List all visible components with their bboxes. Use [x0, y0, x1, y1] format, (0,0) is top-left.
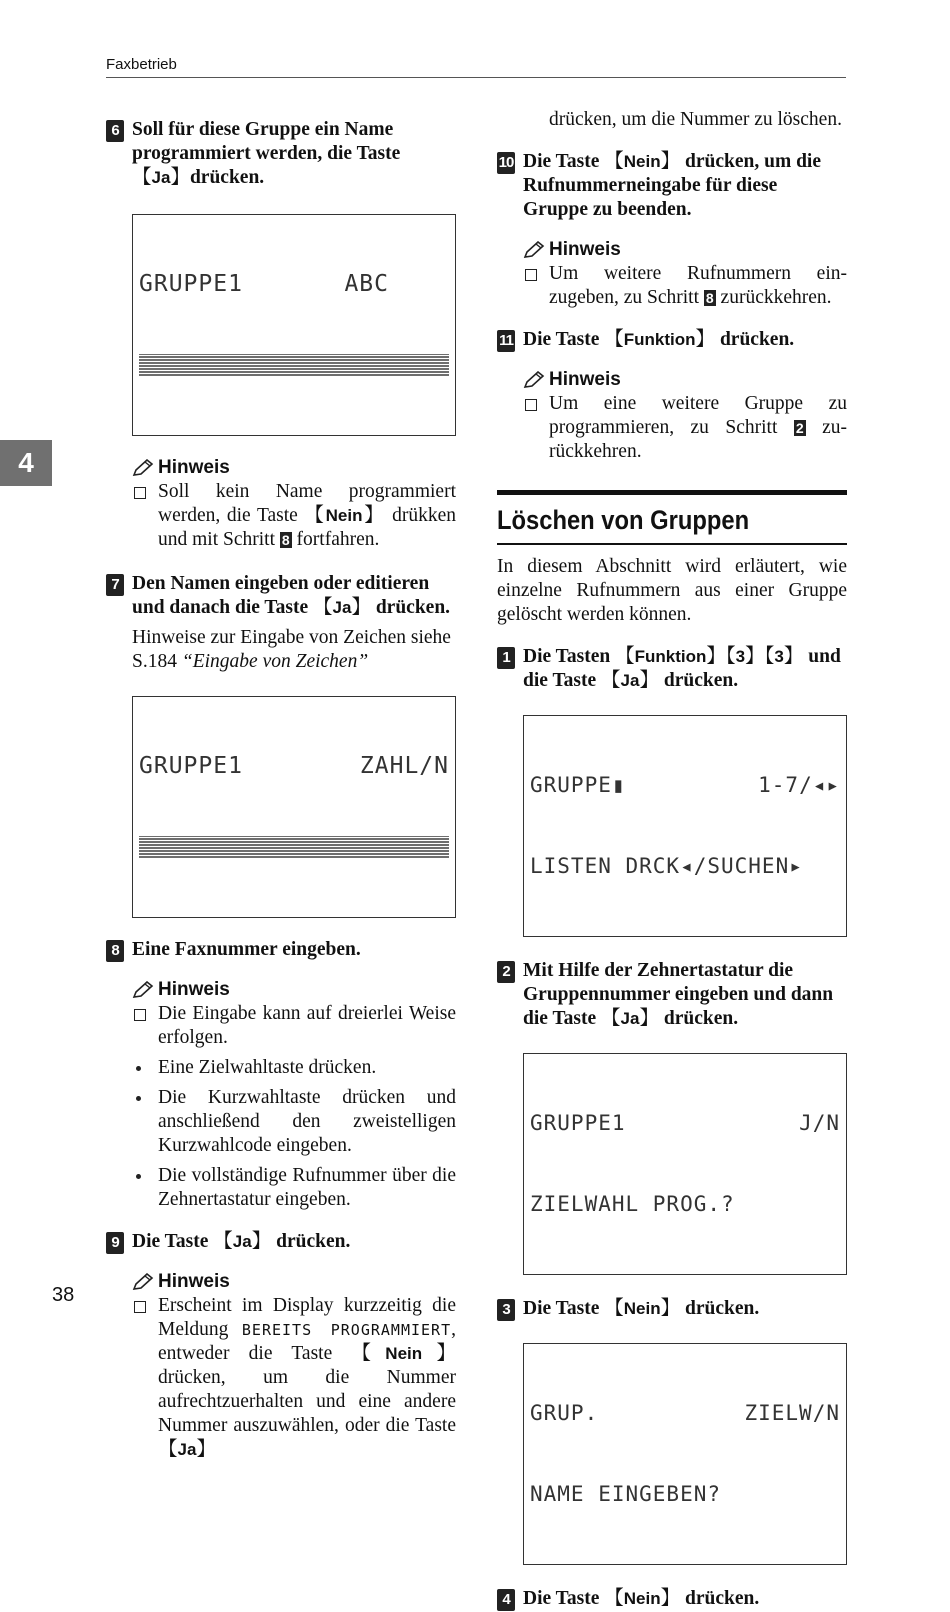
- pencil-icon: [132, 1273, 154, 1291]
- lcd-display-1: GRUPPE1 ABC: [132, 214, 456, 436]
- section-bar: [497, 490, 847, 495]
- step-7-body: Hinweise zur Eingabe von Zeichen siehe S.184 “Eingabe von Zeichen”: [132, 627, 451, 672]
- note-item: Erscheint im Display kurzzeitig die Meldung BEREITS PROGRAMMIERT, entweder die Taste 【Nein】 drücken, um die Nummer aufrechtzuerhalten und eine andere Nummer auszuwählen, oder die Taste 【Ja】: [106, 1294, 456, 1462]
- checkbox-icon: [525, 269, 537, 281]
- key-ja: Ja: [151, 168, 171, 187]
- bullet-item: Die Kurzwahltaste drücken und anschließend den zweistelligen Kurzwahlcode eingeben.: [106, 1086, 456, 1158]
- step-9: 9 Die Taste 【Ja】 drücken.: [106, 1230, 456, 1254]
- note-title: Hinweis: [106, 1270, 456, 1294]
- section-rule: [497, 543, 847, 545]
- note-title: Hinweis: [497, 238, 847, 262]
- cross-reference-link[interactable]: “Eingabe von Zeichen”: [181, 651, 369, 672]
- section-intro: In diesem Abschnitt wird erläutert, wie einzelne Rufnummern aus einer Gruppe gelöscht werden können.: [497, 556, 847, 625]
- step-7: 7 Den Namen eingeben oder editieren und danach die Taste 【Ja】 drücken.: [106, 572, 456, 620]
- lcd-fill-row: [139, 354, 449, 376]
- running-header: Faxbetrieb: [106, 56, 177, 73]
- del-step-1: 1 Die Tasten 【Funktion】【3】【3】 und die Taste 【Ja】 drücken.: [497, 645, 847, 693]
- del-step-3: 3 Die Taste 【Nein】 drücken.: [497, 1297, 847, 1321]
- pencil-icon: [132, 981, 154, 999]
- step-number: 6: [106, 120, 124, 142]
- lcd-display-5: GRUP. ZIELW/N NAME EINGEBEN?: [523, 1343, 847, 1565]
- bullet-item: Eine Zielwahltaste drücken.: [106, 1056, 456, 1080]
- lcd-display-3: GRUPPE▮ 1-7/◂▸ LISTEN DRCK◂/SUCHEN▸: [523, 715, 847, 937]
- right-column: [497, 108, 847, 1611]
- pencil-icon: [132, 459, 154, 477]
- pencil-icon: [523, 241, 545, 259]
- lcd-display-4: GRUPPE1 J/N ZIELWAHL PROG.?: [523, 1053, 847, 1275]
- section-title: Löschen von Gruppen: [497, 505, 750, 535]
- section-header: [497, 490, 847, 545]
- display-message: BEREITS PROGRAMMIERT: [241, 1321, 452, 1339]
- note-item: Um weitere Rufnummern einzugeben, zu Schritt 8 zurückkehren.: [497, 262, 847, 310]
- step-11: 11 Die Taste 【Funktion】 drücken.: [497, 328, 847, 352]
- header-rule: [106, 77, 846, 78]
- checkbox-icon: [134, 487, 146, 499]
- del-step-2: 2 Mit Hilfe der Zehnertastatur die Gruppennummer eingeben und dann die Taste 【Ja】 drücken.: [497, 959, 847, 1031]
- page-number: 38: [52, 1284, 75, 1306]
- left-column: [106, 118, 456, 1462]
- note-title: Hinweis: [497, 368, 847, 392]
- checkbox-icon: [134, 1009, 146, 1021]
- bullet-item: Die vollständige Rufnummer über die Zehnertastatur eingeben.: [106, 1164, 456, 1212]
- note-title: Hinweis: [106, 978, 456, 1002]
- pencil-icon: [523, 371, 545, 389]
- note-item: Um eine weitere Gruppe zu programmieren, zu Schritt 2 zurückkehren.: [497, 392, 847, 464]
- continuation-text: drücken, um die Nummer zu löschen.: [549, 109, 842, 130]
- del-step-4: 4 Die Taste 【Nein】 drücken.: [497, 1587, 847, 1611]
- note-item: Die Eingabe kann auf dreierlei Weise erfolgen.: [106, 1002, 456, 1050]
- checkbox-icon: [134, 1301, 146, 1313]
- checkbox-icon: [525, 399, 537, 411]
- note-item: Soll kein Name programmiert werden, die Taste 【Nein】 drükken und mit Schritt 8 fortfahren.: [106, 480, 456, 552]
- step-6: 6 Soll für diese Gruppe ein Name programmiert werden, die Taste 【Ja】drücken.: [106, 118, 456, 190]
- lcd-display-2: GRUPPE1 ZAHL/N: [132, 696, 456, 918]
- step-10: 10 Die Taste 【Nein】 drücken, um die Rufnummerneingabe für diese Gruppe zu beenden.: [498, 151, 821, 220]
- chapter-tab: 4: [0, 440, 52, 486]
- note-title: Hinweis: [106, 456, 456, 480]
- step-8: 8 Eine Faxnummer eingeben.: [106, 938, 456, 962]
